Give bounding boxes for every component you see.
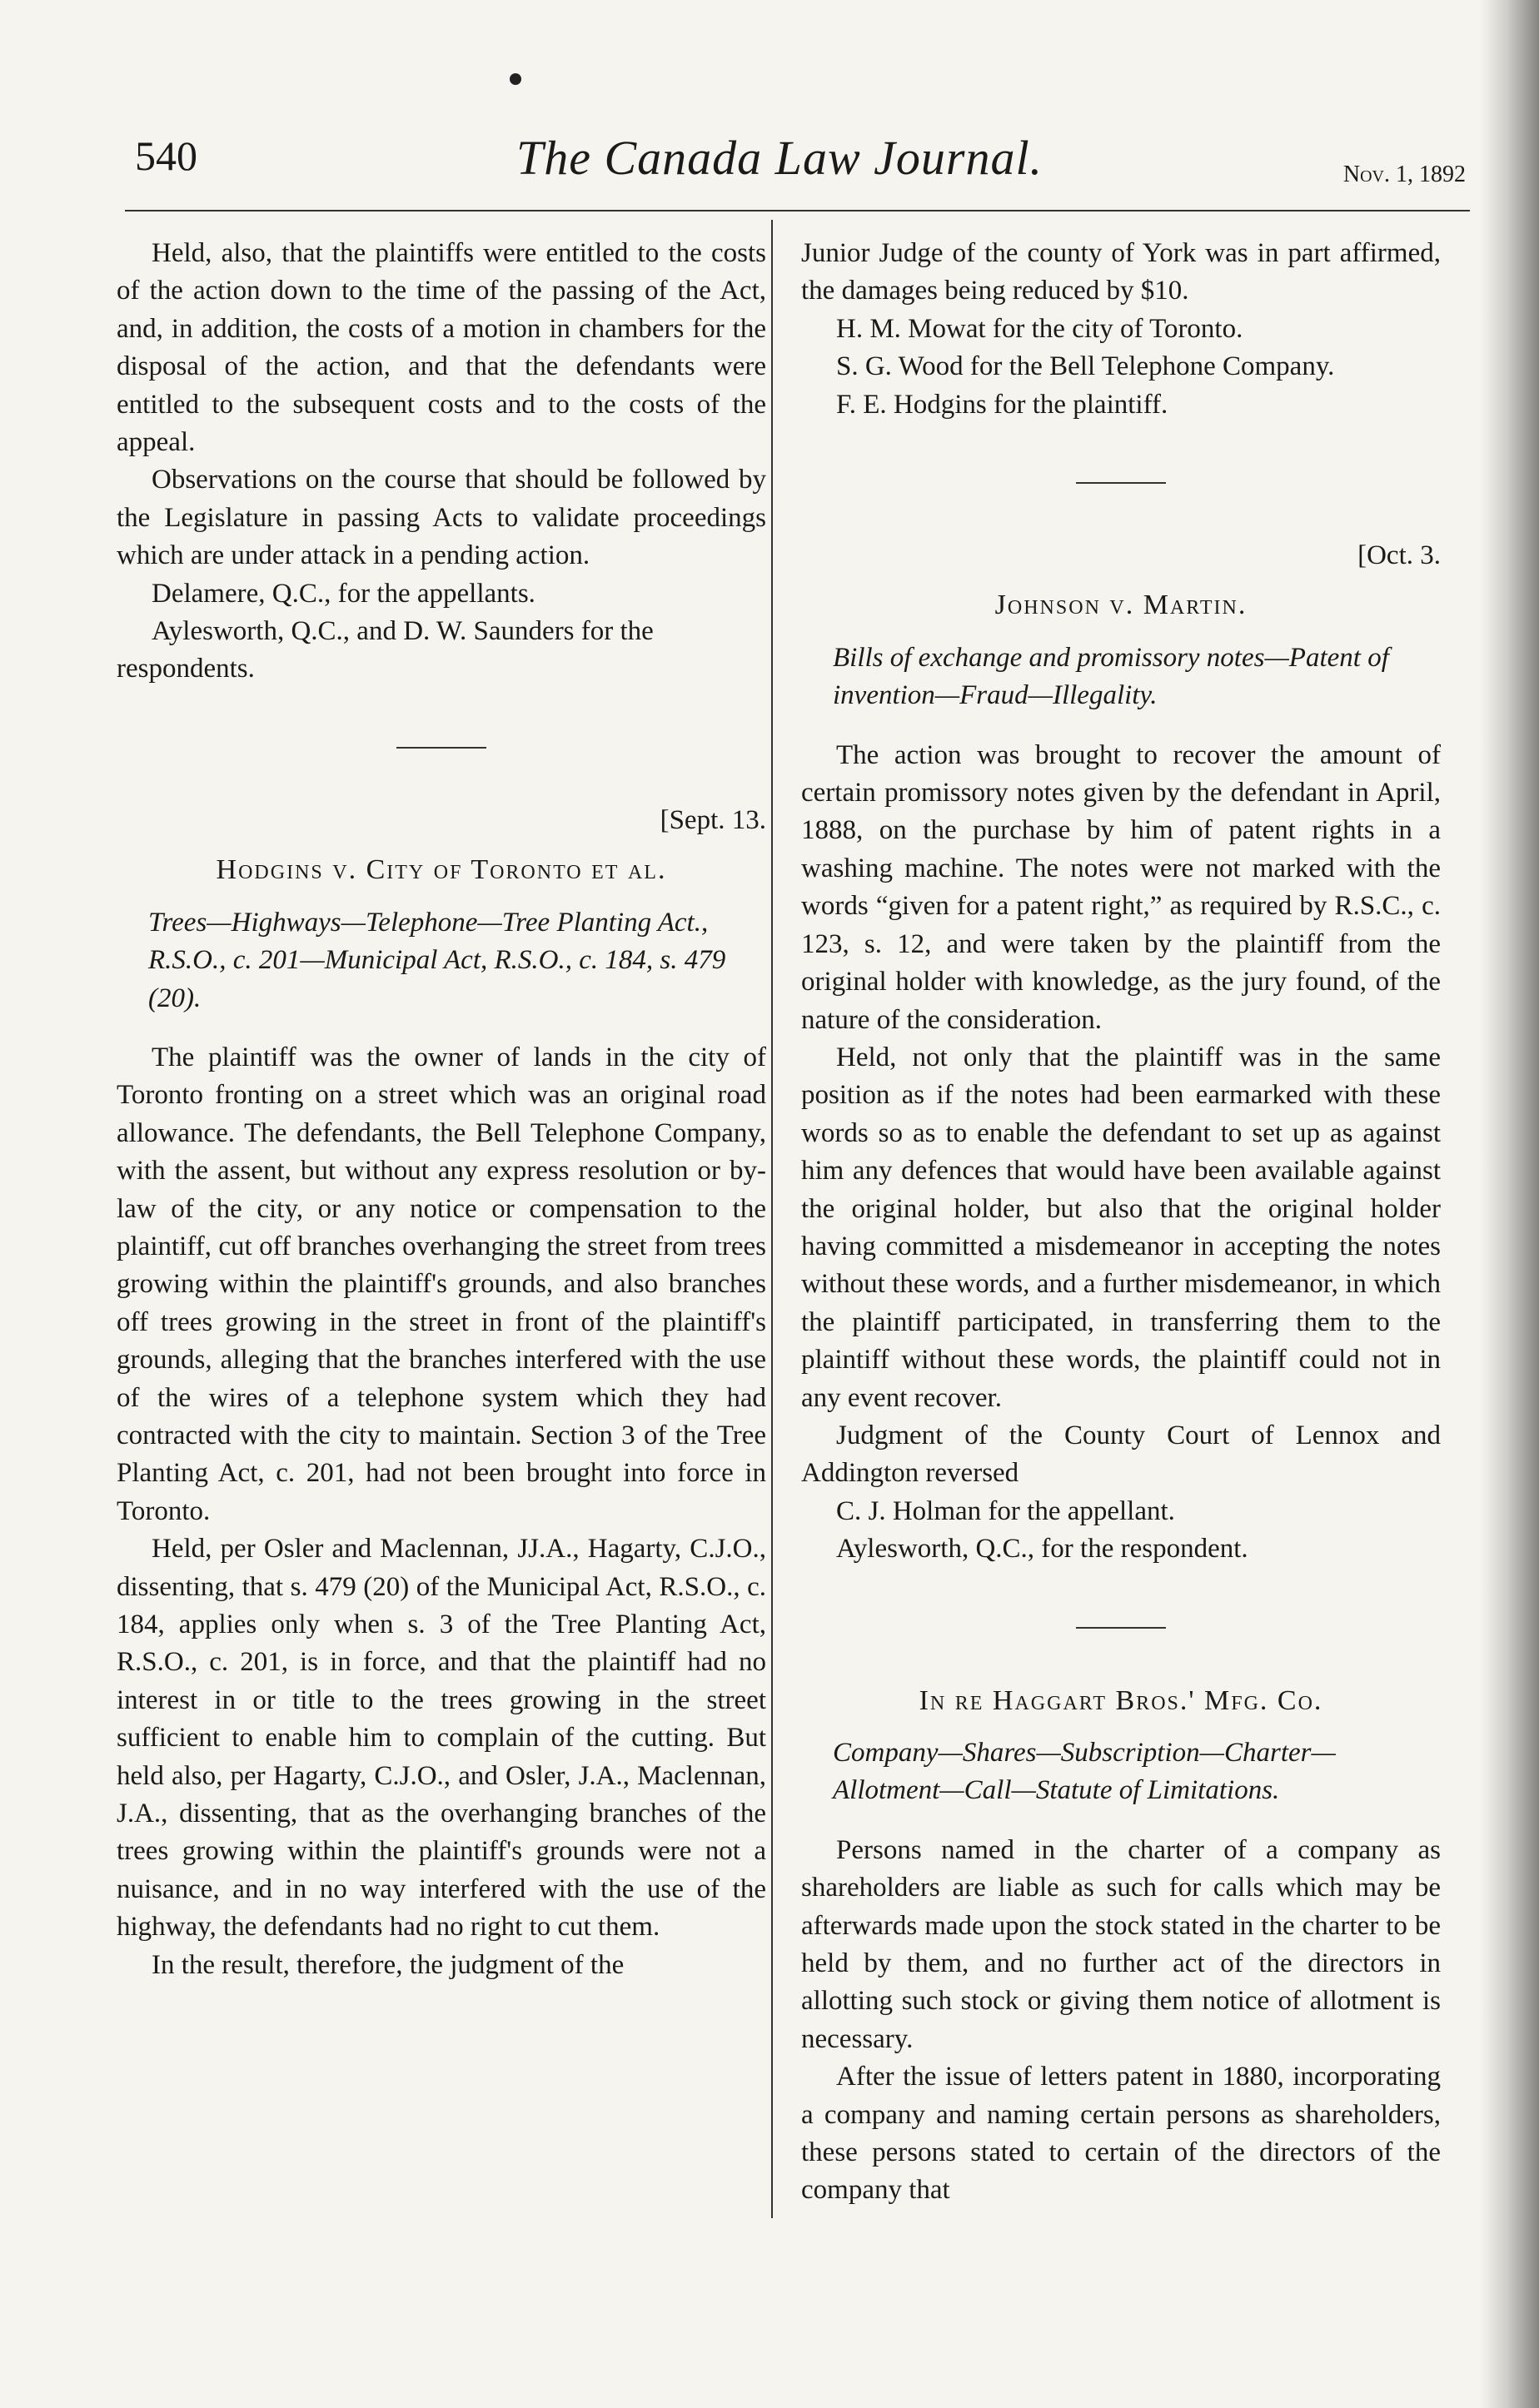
counsel-line: Aylesworth, Q.C., for the respondent.	[836, 1534, 1248, 1565]
page-edge-shadow	[1481, 0, 1539, 2408]
case-headnote: Bills of exchange and promissory notes—Patent of invention—Fraud—Illegality.	[833, 642, 1389, 711]
counsel-line: C. J. Holman for the appellant.	[836, 1495, 1175, 1526]
case-separator	[1076, 482, 1166, 484]
facts-paragraph: The plaintiff was the owner of lands in the city of Toronto fronting on a street which was an original road allowance. The defendants, the Bell Telephone Company, with the assent, but without any express resolution or by-law of the city, or any notice or compensation to the plaintiff, cut off branches overhanging the street from trees growing within the plaintiff's grounds, and also branches off trees growing in the street in front of the plaintiff's grounds, alleging that the branches interfered with the use of the wires of a telephone system which they had contracted with the city to maintain. Section 3 of the Tree Planting Act, c. 201, had not been brought into force in Toronto.	[117, 1042, 766, 1526]
facts-paragraph: After the issue of letters patent in 1880, incorporating a company and naming certain persons as shareholders, these persons stated to certain of the directors of the company that	[801, 2062, 1441, 2206]
case-date: [Oct. 3.	[1357, 540, 1441, 571]
case-headnote: Company—Shares—Subscription—Charter—Allotment—Call—Statute of Limitations.	[833, 1738, 1336, 1806]
holding-paragraph: Persons named in the charter of a company as shareholders are liable as such for calls which may be afterwards made upon the stock stated in the charter to be held by them, and no further act of the directors in allotting such stock or giving them notice of allotment is necessary.	[801, 1834, 1441, 2054]
page-number: 540	[135, 132, 197, 179]
counsel-line: H. M. Mowat for the city of Toronto.	[836, 313, 1243, 344]
facts-paragraph: The action was brought to recover the amount of certain promissory notes given by the defendant in April, 1888, on the purchase by him of patent rights in a washing machine. The notes were not marked with the words “given for a patent right,” as required by R.S.C., c. 123, s. 12, and were taken by the plaintiff from the original holder with knowledge, as the jury found, of the nature of the consideration.	[801, 739, 1441, 1035]
continuation-paragraph: Junior Judge of the county of York was in part affirmed, the damages being reduced by $10.	[801, 238, 1441, 306]
case-title: Johnson v. Martin.	[994, 590, 1248, 621]
case-title: Hodgins v. City of Toronto et al.	[216, 854, 667, 886]
observations-paragraph: Observations on the course that should be followed by the Legislature in passing Acts to validate proceedings which are under attack in a pending action.	[117, 465, 766, 571]
right-column	[801, 235, 1441, 2210]
case-separator	[396, 747, 486, 749]
running-header	[125, 125, 1466, 200]
result-paragraph: In the result, therefore, the judgment of the	[152, 1949, 625, 1980]
header-rule	[125, 210, 1470, 211]
case-headnote: Trees—Highways—Telephone—Tree Planting Act., R.S.O., c. 201—Municipal Act, R.S.O., c. 184, s. 479 (20).	[148, 907, 726, 1013]
counsel-line: Delamere, Q.C., for the appellants.	[152, 578, 535, 609]
case-date: [Sept. 13.	[660, 804, 766, 835]
ink-dot	[510, 73, 521, 85]
held-paragraph: Held, per Osler and Maclennan, JJ.A., Hagarty, C.J.O., dissenting, that s. 479 (20) of the Municipal Act, R.S.O., c. 184, applies only when s. 3 of the Tree Planting Act, R.S.O., c. 201, is in force, and that the plaintiff had no interest in or title to the trees growing in the street sufficient to enable him to complain of the cutting. But held also, per Hagarty, C.J.O., and Osler, J.A., Maclennan, J.A., dissenting, that as the overhanging branches of the trees growing within the plaintiff's grounds were not a nuisance, and in no way interfered with the use of the highway, the defendants had no right to cut them.	[117, 1534, 766, 1943]
counsel-line: Aylesworth, Q.C., and D. W. Saunders for the respondents.	[117, 616, 654, 684]
case-title: In re Haggart Bros.' Mfg. Co.	[919, 1684, 1323, 1716]
journal-title: The Canada Law Journal.	[516, 131, 1043, 185]
counsel-line: S. G. Wood for the Bell Telephone Company.	[836, 351, 1335, 382]
issue-date: Nov. 1, 1892	[1342, 162, 1466, 187]
held-paragraph: Held, not only that the plaintiff was in the same position as if the notes had been earmarked with these words so as to enable the defendant to set up as against him any defences that would have been available against the original holder, but also that the original holder having committed a misdemeanor in accepting the notes without these words, and a further misdemeanor, in which the plaintiff participated, in transferring them to the plaintiff without these words, the plaintiff could not in any event recover.	[801, 1042, 1441, 1413]
case-separator	[1076, 1627, 1166, 1629]
counsel-line: F. E. Hodgins for the plaintiff.	[836, 389, 1168, 420]
held-paragraph: Held, also, that the plaintiffs were entitled to the costs of the action down to the time of the passing of the Act, and, in addition, the costs of a motion in chambers for the disposal of the action, and that the defendants were entitled to the subsequent costs and to the costs of the appeal.	[117, 238, 766, 458]
left-column	[117, 235, 766, 1984]
judgment-paragraph: Judgment of the County Court of Lennox and Addington reversed	[801, 1420, 1441, 1489]
column-divider	[771, 220, 773, 2218]
